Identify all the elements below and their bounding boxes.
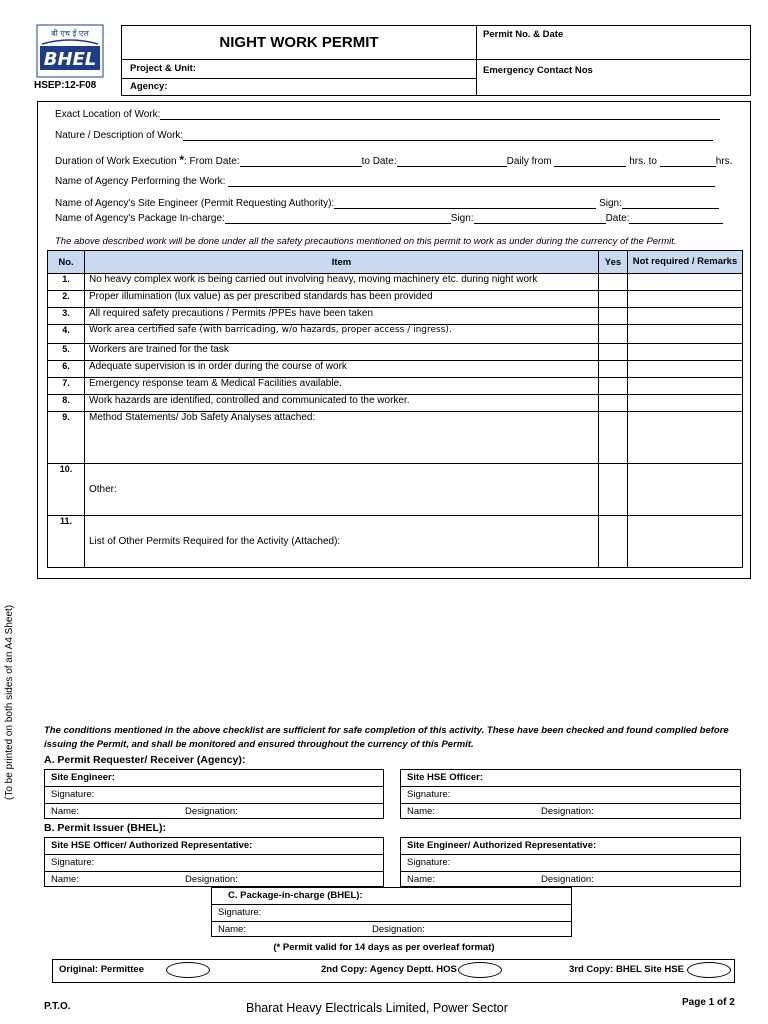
yes-cell[interactable] xyxy=(599,291,628,308)
package-sign-input[interactable] xyxy=(474,213,606,224)
table-row: 2. Proper illumination (lux value) as per prescribed standards has been provided xyxy=(48,291,743,308)
remarks-cell[interactable] xyxy=(628,291,743,308)
conditions-statement: The conditions mentioned in the above checklist are sufficient for safe completion of this activity. These have been checked and found complied before issuing the Permit, and shall be monitored and ensured throughout the currency of this Permit. xyxy=(44,725,729,750)
emergency-contact-label: Emergency Contact Nos xyxy=(483,65,593,76)
col-item: Item xyxy=(85,251,599,274)
form-code: HSEP:12-F08 xyxy=(34,80,97,91)
signature-field[interactable]: Signature: xyxy=(212,905,571,922)
hrs-to-input[interactable] xyxy=(660,156,716,167)
yes-cell[interactable] xyxy=(599,378,628,395)
section-b-site-engineer-box xyxy=(400,837,741,887)
col-yes: Yes xyxy=(599,251,628,274)
print-instruction: (To be printed on both sides of an A4 Sheet) xyxy=(4,604,15,800)
name-designation-field[interactable]: Name: Designation: xyxy=(407,874,594,885)
table-row: 8. Work hazards are identified, controlled and communicated to the worker. xyxy=(48,395,743,412)
remarks-cell[interactable] xyxy=(628,274,743,291)
remarks-cell[interactable] xyxy=(628,412,743,464)
signature-field[interactable]: Signature: xyxy=(401,855,740,872)
package-date-input[interactable] xyxy=(629,213,723,224)
package-incharge-input[interactable] xyxy=(225,213,451,224)
logo-text: BHEL xyxy=(43,49,97,70)
copy-second: 2nd Copy: Agency Deptt. HOS xyxy=(321,964,457,975)
sign-label: Sign: xyxy=(599,198,622,209)
remarks-cell[interactable] xyxy=(628,308,743,325)
section-a-site-engineer-box xyxy=(44,769,384,819)
yes-cell[interactable] xyxy=(599,308,628,325)
nature-row xyxy=(55,130,713,141)
agency-name-row xyxy=(55,176,715,187)
table-row: 5. Workers are trained for the task xyxy=(48,344,743,361)
remarks-cell[interactable] xyxy=(628,325,743,344)
project-agency-box xyxy=(121,59,477,96)
emergency-contact-field[interactable] xyxy=(476,59,751,96)
section-c-title: C. Package-in-charge (BHEL): xyxy=(212,888,571,905)
table-row: 1. No heavy complex work is being carried out involving heavy, moving machinery etc. during night work xyxy=(48,274,743,291)
original-oval[interactable] xyxy=(166,962,210,978)
site-engineer-row xyxy=(55,198,719,209)
logo-hindi: बी एच ई एल xyxy=(51,29,89,38)
pto: P.T.O. xyxy=(44,1001,71,1012)
name-designation-field[interactable]: Name: Designation: xyxy=(218,924,425,935)
duration-label: Duration of Work Execution xyxy=(55,156,177,167)
second-oval[interactable] xyxy=(458,962,502,978)
sign2-label: Sign: xyxy=(450,213,474,224)
bhel-logo xyxy=(36,24,104,78)
section-a-left-head: Site Engineer: xyxy=(45,770,383,787)
yes-cell[interactable] xyxy=(599,464,628,516)
remarks-cell[interactable] xyxy=(628,516,743,568)
from-date-input[interactable] xyxy=(240,156,362,167)
section-b-hse-officer-box xyxy=(44,837,384,887)
section-c-box xyxy=(211,887,572,937)
duration-row xyxy=(55,153,732,167)
signature-field[interactable]: Signature: xyxy=(45,787,383,804)
remarks-cell[interactable] xyxy=(628,464,743,516)
table-row: 3. All required safety precautions / Permits /PPEs have been taken xyxy=(48,308,743,325)
daily-from-label: Daily from xyxy=(506,156,552,167)
table-row: 4. Work area certified safe (with barricading, w/o hazards, proper access / ingress). xyxy=(48,325,743,344)
checklist-header-row xyxy=(48,251,743,274)
nature-input[interactable] xyxy=(183,130,713,141)
name-designation-field[interactable]: Name: Designation: xyxy=(51,874,238,885)
package-incharge-row xyxy=(55,213,723,224)
yes-cell[interactable] xyxy=(599,325,628,344)
col-remarks: Not required / Remarks xyxy=(628,251,743,274)
remarks-cell[interactable] xyxy=(628,378,743,395)
section-b-title: B. Permit Issuer (BHEL): xyxy=(44,822,166,834)
agency-name-label: Name of Agency Performing the Work: xyxy=(55,176,226,187)
permit-no-date-label: Permit No. & Date xyxy=(483,29,564,40)
section-b-left-head: Site HSE Officer/ Authorized Representative: xyxy=(45,838,383,855)
daily-from-input[interactable] xyxy=(554,156,626,167)
section-a-right-head: Site HSE Officer: xyxy=(401,770,740,787)
remarks-cell[interactable] xyxy=(628,395,743,412)
duration-asterisk: * xyxy=(179,153,184,167)
table-row: 10. Other: xyxy=(48,464,743,516)
to-date-label: to Date: xyxy=(361,156,397,167)
yes-cell[interactable] xyxy=(599,344,628,361)
agency-name-input[interactable] xyxy=(228,176,715,187)
permit-no-date-field[interactable] xyxy=(476,25,751,60)
date-label: Date: xyxy=(605,213,630,224)
site-engineer-label: Name of Agency's Site Engineer (Permit Requesting Authority): xyxy=(55,198,335,209)
package-incharge-label: Name of Agency's Package In-charge: xyxy=(55,213,225,224)
table-row: 11. List of Other Permits Required for the Activity (Attached): xyxy=(48,516,743,568)
checklist-table xyxy=(47,250,743,568)
remarks-cell[interactable] xyxy=(628,344,743,361)
signature-field[interactable]: Signature: xyxy=(401,787,740,804)
site-engineer-input[interactable] xyxy=(334,198,596,209)
agency-label: Agency: xyxy=(130,81,168,92)
section-a-title: A. Permit Requester/ Receiver (Agency): xyxy=(44,754,246,766)
col-no: No. xyxy=(48,251,85,274)
page-number: Page 1 of 2 xyxy=(682,997,735,1008)
copy-third: 3rd Copy: BHEL Site HSE xyxy=(569,964,684,975)
yes-cell[interactable] xyxy=(599,395,628,412)
section-b-right-head: Site Engineer/ Authorized Representative: xyxy=(401,838,740,855)
to-date-input[interactable] xyxy=(397,156,507,167)
hrs-to-label: hrs. to xyxy=(629,156,657,167)
location-row xyxy=(55,109,720,120)
yes-cell[interactable] xyxy=(599,361,628,378)
project-unit-label: Project & Unit: xyxy=(130,63,196,74)
yes-cell[interactable] xyxy=(599,412,628,464)
name-designation-field[interactable]: Name: Designation: xyxy=(51,806,238,817)
hrs-label: hrs. xyxy=(715,156,733,167)
from-date-label: : From Date: xyxy=(184,156,240,167)
company-name: Bharat Heavy Electricals Limited, Power Sector xyxy=(246,1001,508,1015)
copy-original: Original: Permittee xyxy=(59,964,144,975)
site-engineer-sign-input[interactable] xyxy=(622,198,719,209)
page-title: NIGHT WORK PERMIT xyxy=(121,25,477,60)
yes-cell[interactable] xyxy=(599,274,628,291)
table-row: 7. Emergency response team & Medical Facilities available. xyxy=(48,378,743,395)
location-label: Exact Location of Work: xyxy=(55,109,161,120)
name-designation-field[interactable]: Name: Designation: xyxy=(407,806,594,817)
section-a-hse-officer-box xyxy=(400,769,741,819)
table-row: 9. Method Statements/ Job Safety Analyses attached: xyxy=(48,412,743,464)
signature-field[interactable]: Signature: xyxy=(45,855,383,872)
validity-note: (* Permit valid for 14 days as per overleaf format) xyxy=(273,942,495,953)
table-row: 6. Adequate supervision is in order during the course of work xyxy=(48,361,743,378)
yes-cell[interactable] xyxy=(599,516,628,568)
nature-label: Nature / Description of Work: xyxy=(55,130,184,141)
remarks-cell[interactable] xyxy=(628,361,743,378)
third-oval[interactable] xyxy=(687,962,731,978)
location-input[interactable] xyxy=(160,109,720,120)
safety-note: The above described work will be done under all the safety precautions mentioned on this permit to work as under during the currency of the Permit. xyxy=(55,236,677,247)
copy-distribution xyxy=(52,959,735,983)
